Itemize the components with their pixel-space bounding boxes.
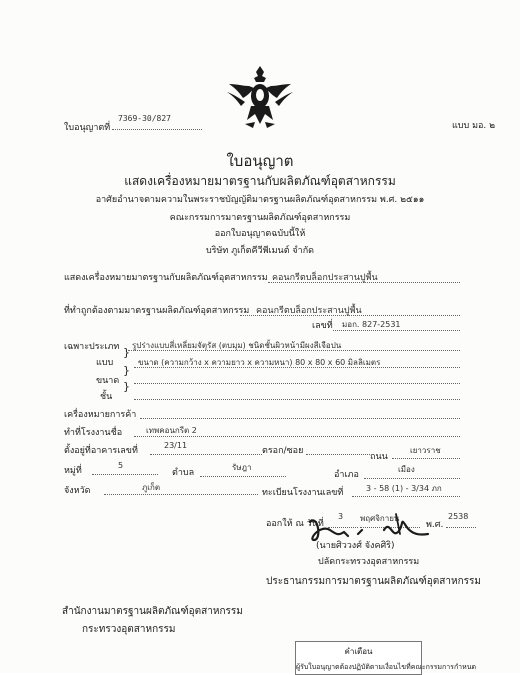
- factory-value: เทพคอนกรีต 2: [146, 426, 197, 435]
- province-value: ภูเก็ต: [142, 483, 161, 492]
- size-line: [134, 383, 460, 384]
- show-mark-label: แสดงเครื่องหมายมาตรฐานกับผลิตภัณฑ์อุตสาหกรรม: [64, 273, 268, 283]
- address-label: ตั้งอยู่ที่อาคารเลขที่: [64, 446, 138, 456]
- amphoe-value: เมือง: [398, 465, 415, 474]
- address-value: 23/11: [164, 441, 188, 450]
- signer-position: ปลัดกระทรวงอุตสาหกรรม: [318, 557, 420, 567]
- amphoe-label: อำเภอ: [334, 470, 359, 480]
- bracket-low: }: [123, 380, 130, 393]
- license-no-label: ใบอนุญาตที่: [64, 123, 111, 133]
- address-line: [150, 454, 262, 455]
- model-label: แบบ: [96, 358, 114, 368]
- authority-text: อาศัยอำนาจตามความในพระราชบัญญัติมาตรฐานผลิตภัณฑ์อุตสาหกรรม พ.ศ. ๒๕๑๑: [95, 195, 425, 205]
- garuda-emblem-icon: [225, 62, 295, 132]
- committee-chair: ประธานกรรมการมาตรฐานผลิตภัณฑ์อุตสาหกรรม: [266, 576, 481, 587]
- issued-year-line: [446, 527, 476, 528]
- issued-year: 2538: [448, 512, 469, 521]
- standard-value: คอนกรีตบล็อกประสานปูพื้น: [256, 306, 362, 316]
- moo-label: หมู่ที่: [64, 466, 82, 476]
- type-label: เฉพาะประเภท: [64, 342, 120, 352]
- province-label: จังหวัด: [64, 486, 91, 496]
- bracket-mid: }: [123, 364, 130, 377]
- signer-name: (นายศิววงศ์ จังคศิริ): [316, 541, 395, 551]
- moo-line: [92, 474, 158, 475]
- standard-label: ที่ทำถูกต้องตามมาตรฐานผลิตภัณฑ์อุตสาหกรรม: [64, 306, 250, 316]
- issued-to-text: ออกใบอนุญาตฉบับนี้ให้: [214, 229, 306, 239]
- province-line: [104, 494, 258, 495]
- company-name: บริษัท ภูเก็ตคีวีพีเมนต์ จำกัด: [205, 246, 315, 256]
- factory-reg-value: 3 - 58 (1) - 3/34 ภก: [366, 484, 442, 493]
- notice-box: [295, 641, 477, 675]
- size-label: ขนาด: [96, 376, 120, 386]
- factory-reg-line: [352, 496, 460, 497]
- grade-label: ชั้น: [100, 392, 113, 402]
- issued-day: 3: [338, 512, 344, 521]
- notice-text: ผู้รับใบอนุญาตต้องปฏิบัติตามเงื่อนไขที่คณะกรรมการกำหนด: [296, 663, 477, 671]
- form-code: แบบ มอ. ๒: [452, 121, 496, 131]
- tambon-value: รัษฎา: [232, 463, 252, 472]
- amphoe-line: [364, 478, 460, 479]
- bracket-left: }: [123, 346, 130, 359]
- tambon-label: ตำบล: [172, 468, 195, 478]
- road-line: [392, 458, 460, 459]
- soi-line: [306, 454, 370, 455]
- road-label: ถนน: [370, 452, 388, 462]
- notice-title: คำเตือน: [344, 647, 373, 656]
- ministry-name: กระทรวงอุตสาหกรรม: [82, 624, 176, 635]
- soi-label: ตรอก/ซอย: [262, 446, 304, 456]
- grade-line: [134, 399, 460, 400]
- number-value: มอก. 827-2531: [342, 320, 401, 329]
- moo-value: 5: [118, 461, 124, 470]
- type-value: รูปร่างแบบสี่เหลี่ยมจัตุรัส (ตบมุม) ชนิดชั้นผิวหน้ามีผงสีเจือปน: [132, 341, 342, 350]
- trademark-label: เครื่องหมายการค้า: [64, 410, 137, 420]
- issued-month: พฤศจิกายน: [360, 514, 400, 523]
- tambon-line: [200, 476, 286, 477]
- issued-label: ออกให้ ณ วันที่: [266, 519, 324, 529]
- factory-label: ทำที่โรงงานชื่อ: [64, 428, 123, 438]
- document-subtitle: แสดงเครื่องหมายมาตรฐานกับผลิตภัณฑ์อุตสาหกรรม: [124, 174, 396, 188]
- issued-year-label: พ.ศ.: [426, 520, 444, 530]
- license-no-line: [112, 129, 202, 130]
- number-label: เลขที่: [312, 321, 333, 331]
- trademark-line: [140, 418, 460, 419]
- factory-reg-label: ทะเบียนโรงงานเลขที่: [262, 488, 344, 498]
- size-value: ขนาด (ความกว้าง x ความยาว x ความหนา) 80 x 80 x 60 มิลลิเมตร: [138, 358, 381, 367]
- office-name: สำนักงานมาตรฐานผลิตภัณฑ์อุตสาหกรรม: [62, 606, 243, 617]
- show-mark-value: คอนกรีตบล็อกประสานปูพื้น: [272, 273, 378, 283]
- license-no-value: 7369-30/827: [118, 114, 171, 123]
- road-value: เยาวราช: [410, 446, 441, 455]
- committee-text: คณะกรรมการมาตรฐานผลิตภัณฑ์อุตสาหกรรม: [169, 213, 351, 223]
- document-title: ใบอนุญาต: [226, 152, 294, 170]
